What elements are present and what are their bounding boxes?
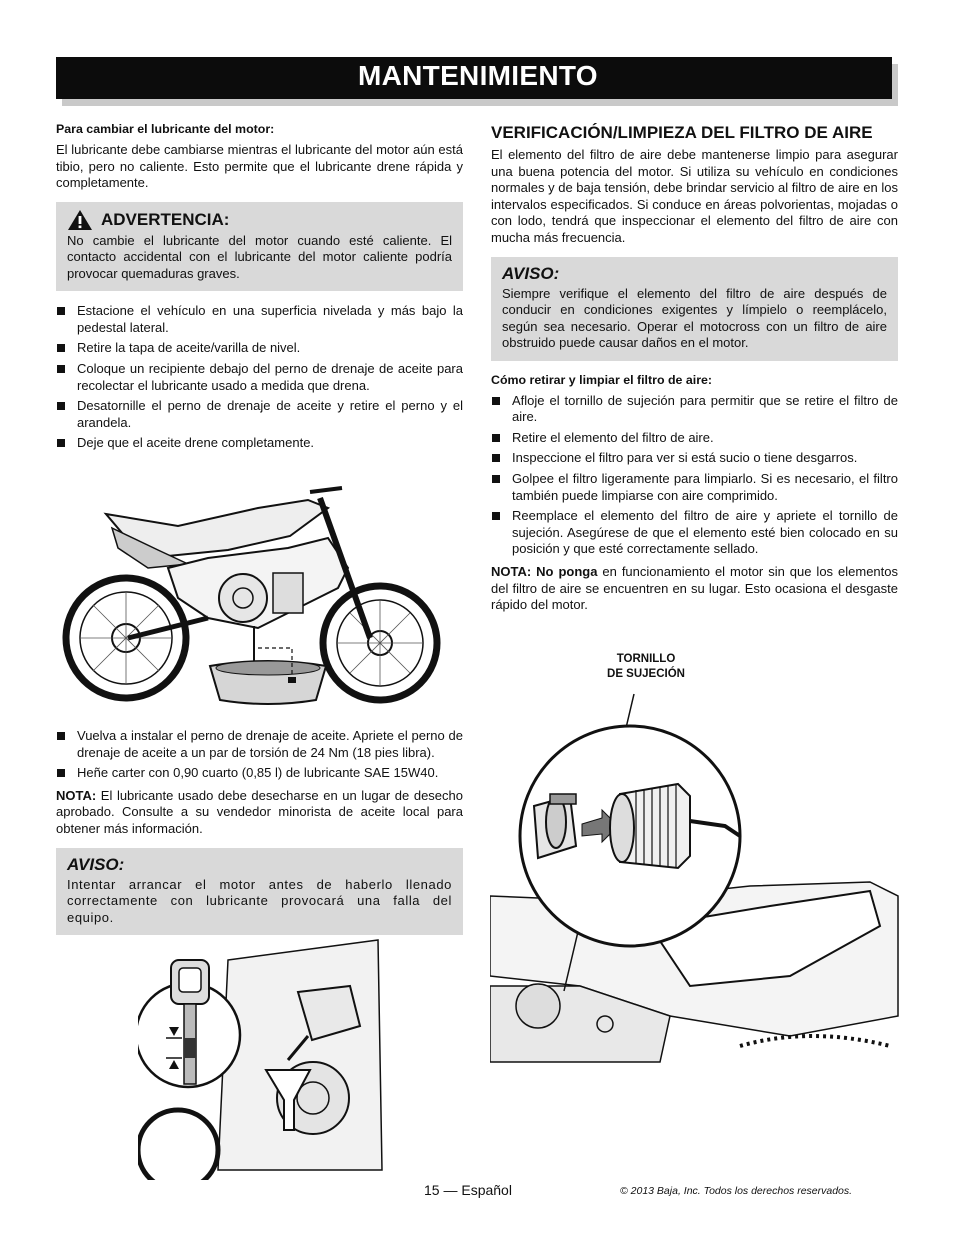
callout-line-2: DE SUJECIÓN: [607, 668, 685, 680]
list-item-text: Desatornille el perno de drenaje de aceite y retire el perno y el arandela.: [77, 398, 463, 430]
notice-text: Intentar arrancar el motor antes de haberlo llenado correctamente con lubricante provocará una falla del equipo.: [67, 876, 452, 925]
bullet-square-icon: [57, 365, 65, 373]
list-item-text: Golpee el filtro ligeramente para limpiarlo. Si es necesario, el filtro también puede limpiarse con aire comprimido.: [512, 470, 898, 503]
list-item-text: Reemplace el elemento del filtro de aire y apriete el tornillo de sujeción. Asegúrese de que el elemento esté bien colocado en su posición y que esté correctamente sellado.: [512, 508, 898, 557]
bullet-square-icon: [57, 439, 65, 447]
copyright: © 2013 Baja, Inc. Todos los derechos reservados.: [620, 1185, 853, 1197]
bullet-square-icon: [492, 434, 500, 442]
list-item: [56, 340, 463, 357]
list-item-text: Inspeccione el filtro para ver si está sucio o tiene desgarros.: [512, 450, 858, 466]
list-item-text: Coloque un recipiente debajo del perno de drenaje de aceite para recolectar el lubricante usado a medida que drena.: [77, 361, 463, 393]
list-item: [491, 393, 898, 426]
oil-steps-list-b: [56, 728, 463, 782]
header-banner: [56, 57, 892, 99]
warning-triangle-icon: [67, 209, 93, 231]
list-item-text: Afloje el tornillo de sujeción para permitir que se retire el filtro de aire.: [512, 392, 898, 425]
notice-title: AVISO:: [67, 854, 125, 874]
list-item-text: Vuelva a instalar el perno de drenaje de aceite. Apriete el perno de drenaje de aceite a un par de torsión de 24 Nm (18 pies libra).: [77, 728, 463, 760]
air-filter-section-title: VERIFICACIÓN/LIMPIEZA DEL FILTRO DE AIRE: [491, 123, 873, 142]
list-item: [491, 471, 898, 504]
clamp-screw-callout: [596, 652, 696, 682]
air-filter-illustration: [490, 686, 900, 1064]
list-item-text: Retire la tapa de aceite/varilla de nivel.: [77, 340, 301, 356]
list-item: [56, 765, 463, 782]
warning-box: [56, 202, 463, 292]
page-number: 15 — Español: [424, 1182, 512, 1198]
warning-title: ADVERTENCIA:: [101, 209, 230, 229]
bullet-square-icon: [492, 512, 500, 520]
oil-disposal-note: [56, 788, 463, 838]
notice-box-left: [56, 848, 463, 936]
oil-steps-list-a: [56, 303, 463, 452]
bullet-square-icon: [57, 344, 65, 352]
oil-change-intro: El lubricante debe cambiarse mientras el lubricante del motor aún está tibio, pero no caliente. Esto permite que el lubricante drene rápida y completamente.: [56, 142, 463, 191]
bullet-square-icon: [492, 397, 500, 405]
warning-title-row: [67, 209, 452, 231]
list-item: [56, 435, 463, 452]
list-item-text: Deje que el aceite drene completamente.: [77, 435, 315, 451]
air-filter-intro: El elemento del filtro de aire debe mantenerse limpio para asegurar una buena potencia del motor. Si utiliza su vehículo en condiciones normales y de baja tensión, debe brindar servicio al filtro de aire en los intervalos especificados. Si conduce en áreas polvorientas, mojadas o con lodo, tendrá que inspeccionar el elemento del filtro de aire con mucha más frecuencia.: [491, 147, 898, 245]
list-item: [56, 303, 463, 336]
note-text: El lubricante usado debe desecharse en un lugar de desecho aprobado. Consulte a su vendedor minorista de aceite local para obtener más información.: [56, 787, 463, 836]
bullet-square-icon: [57, 402, 65, 410]
notice-title: AVISO:: [502, 263, 560, 283]
bullet-square-icon: [57, 732, 65, 740]
note-label: NOTA: No ponga: [491, 563, 598, 579]
note-text: en funcionamiento el motor sin que los elementos del filtro de aire se encuentren en su lugar. Esto ocasiona el desgaste rápido del motor.: [491, 563, 898, 613]
bullet-square-icon: [492, 454, 500, 462]
notice-text: Siempre verifique el elemento del filtro de aire después de conducir en condiciones exigentes y límpielo o reemplácelo, según sea necesario. Operar el motocross con un filtro de aire obstruido puede causar daños en el motor.: [502, 285, 887, 351]
notice-box-right: [491, 257, 898, 361]
list-item: [491, 430, 898, 447]
page-title: MANTENIMIENTO: [358, 60, 598, 91]
list-item: [56, 361, 463, 394]
oil-change-heading: Para cambiar el lubricante del motor:: [56, 122, 275, 136]
left-column-lower: [56, 728, 463, 947]
bullet-square-icon: [57, 307, 65, 315]
right-column: [491, 122, 898, 622]
list-item: [56, 728, 463, 761]
list-item-text: Retire el elemento del filtro de aire.: [512, 429, 714, 445]
list-item: [56, 398, 463, 431]
list-item-text: Heñe carter con 0,90 cuarto (0,85 l) de lubricante SAE 15W40.: [77, 765, 439, 781]
oil-drain-illustration: [58, 478, 443, 708]
note-label: NOTA:: [56, 787, 97, 803]
bullet-square-icon: [57, 769, 65, 777]
warning-text: No cambie el lubricante del motor cuando esté caliente. El contacto accidental con el lubricante del motor caliente podría provocar quemaduras graves.: [67, 232, 452, 281]
list-item: [491, 450, 898, 467]
air-filter-steps-heading: Cómo retirar y limpiar el filtro de aire:: [491, 372, 713, 387]
list-item: [491, 508, 898, 558]
left-column: [56, 122, 463, 458]
oil-refill-illustration: [138, 930, 383, 1180]
list-item-text: Estacione el vehículo en una superficia nivelada y más bajo la pedestal lateral.: [77, 303, 463, 335]
air-filter-note: [491, 564, 898, 614]
bullet-square-icon: [492, 475, 500, 483]
callout-line-1: TORNILLO: [616, 653, 676, 665]
air-filter-steps-list: [491, 393, 898, 558]
